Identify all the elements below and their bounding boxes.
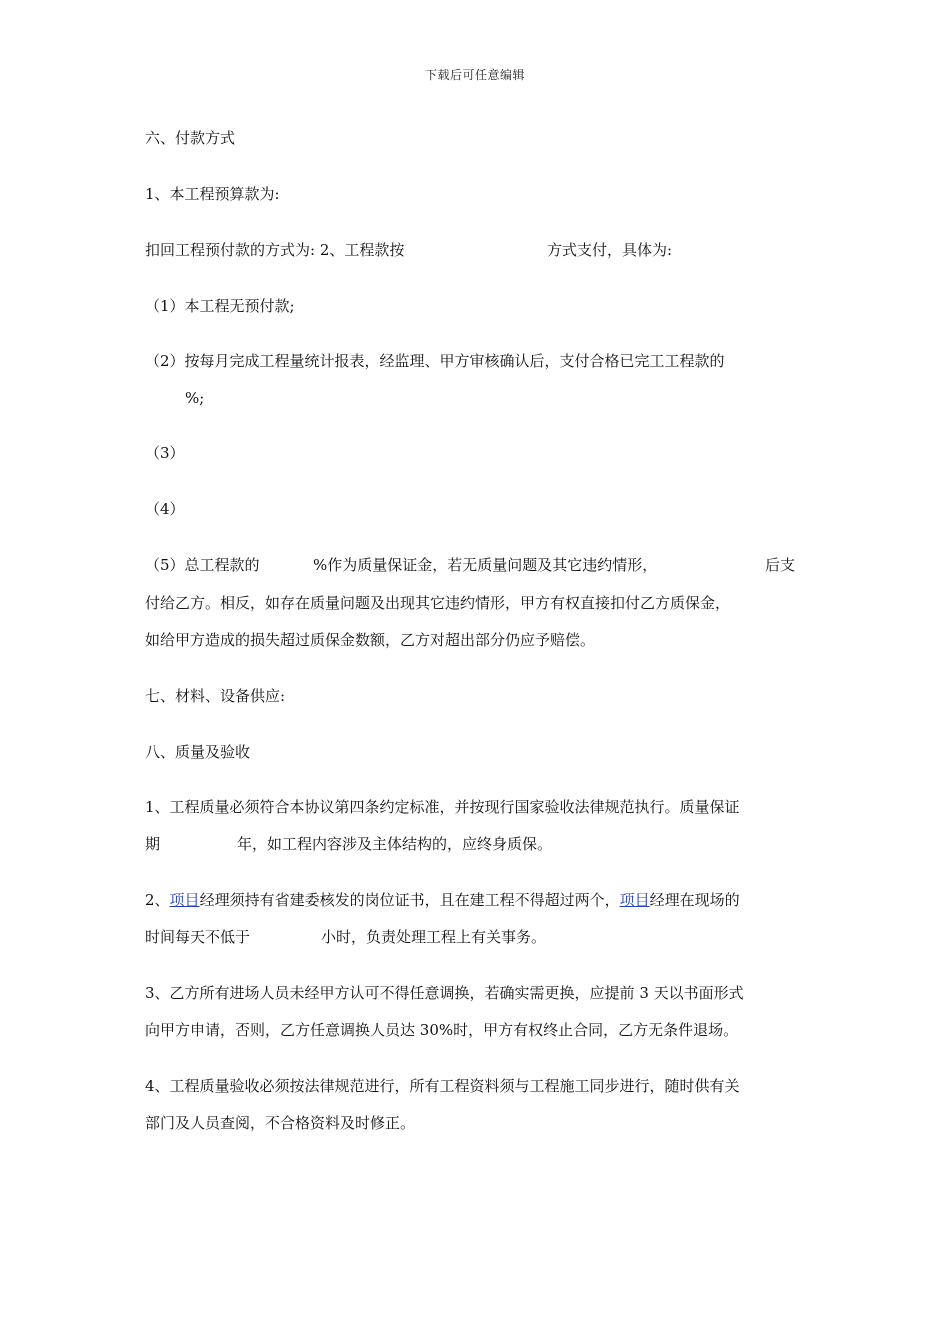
section-8-heading: 八、质量及验收 [145, 743, 251, 761]
quality-2-text: 经理须持有省建委核发的岗位证书，且在建工程不得超过两个， [199, 891, 620, 909]
quality-1-period-label: 期 [145, 835, 161, 853]
quality-2-line-2-start: 时间每天不低于 [145, 928, 251, 946]
item-1: （1）本工程无预付款; [145, 297, 295, 315]
item-5-line-3: 如给甲方造成的损失超过质保金数额，乙方对超出部分仍应予赔偿。 [145, 631, 596, 649]
paragraph-budget: 1、本工程预算款为: [145, 185, 280, 203]
item-5-line-2: 付给乙方。相反，如存在质量问题及出现其它违约情形，甲方有权直接扣付乙方质保金， [145, 594, 731, 612]
item-5-end: 后支 [765, 556, 796, 574]
paragraph-payment-method: 方式支付，具体为: [547, 241, 673, 259]
item-5-middle: %作为质量保证金，若无质量问题及其它违约情形， [313, 556, 658, 574]
item-4: （4） [145, 500, 185, 518]
item-3: （3） [145, 444, 185, 462]
paragraph-advance-deduction: 扣回工程预付款的方式为: 2、工程款按 [145, 241, 405, 259]
quality-3-line-2: 向甲方申请，否则，乙方任意调换人员达 30%时，甲方有权终止合同，乙方无条件退场。 [145, 1021, 739, 1039]
quality-2-text-end: 经理在现场的 [649, 891, 740, 909]
project-link[interactable]: 项目 [169, 891, 200, 909]
section-7-heading: 七、材料、设备供应: [145, 687, 286, 705]
quality-3-line-1: 3、乙方所有进场人员未经甲方认可不得任意调换，若确实需更换，应提前 3 天以书面形式 [145, 984, 744, 1002]
quality-1-line-1: 1、工程质量必须符合本协议第四条约定标准，并按现行国家验收法律规范执行。质量保证 [145, 798, 740, 816]
page-header: 下载后可任意编辑 [424, 68, 525, 82]
section-6-heading: 六、付款方式 [145, 129, 236, 147]
quality-4-line-2: 部门及人员查阅，不合格资料及时修正。 [145, 1114, 416, 1132]
quality-2-prefix: 2、 [145, 891, 170, 909]
quality-2-line-1 [145, 890, 740, 910]
project-link-2[interactable]: 项目 [619, 891, 650, 909]
quality-1-line-2: 年，如工程内容涉及主体结构的，应终身质保。 [237, 835, 553, 853]
quality-4-line-1: 4、工程质量验收必须按法律规范进行，所有工程资料须与工程施工同步进行，随时供有关 [145, 1077, 740, 1095]
item-2-line-2: %; [185, 389, 205, 407]
quality-2-line-2-end: 小时，负责处理工程上有关事务。 [321, 928, 547, 946]
item-5-start: （5）总工程款的 [145, 556, 260, 574]
item-2-line-1: （2）按每月完成工程量统计报表，经监理、甲方审核确认后，支付合格已完工工程款的 [145, 352, 725, 370]
